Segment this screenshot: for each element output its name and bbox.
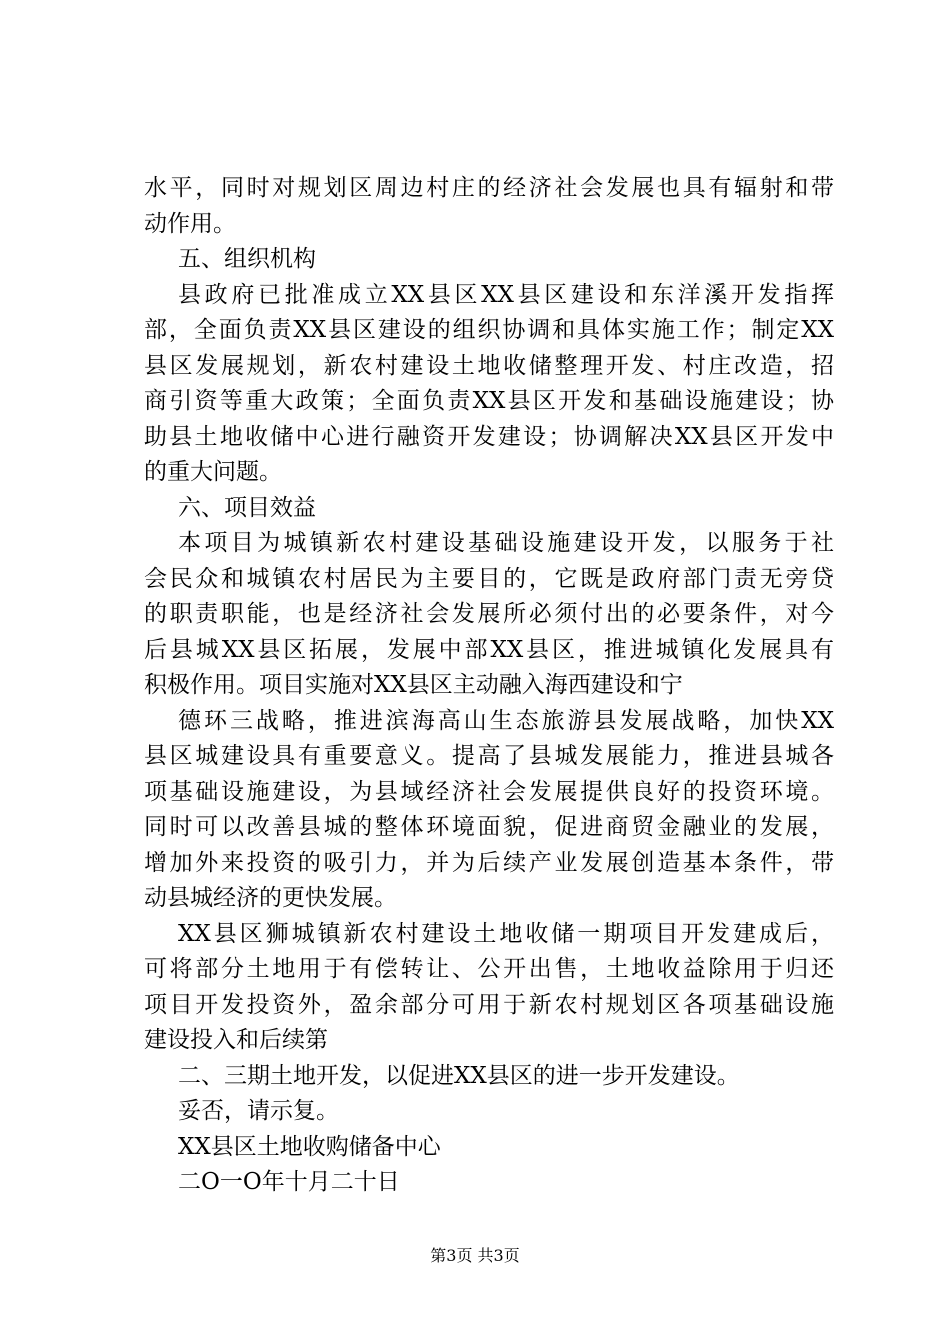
text-line: 六、项目效益 xyxy=(178,494,316,521)
text-line: 动作用。 xyxy=(144,210,236,237)
text-line: 县政府已批准成立XX县区XX县区建设和东洋溪开发指挥 xyxy=(178,281,834,308)
text-line: 项目开发投资外，盈余部分可用于新农村规划区各项基础设施 xyxy=(144,991,834,1018)
text-line: 会民众和城镇农村居民为主要目的，它既是政府部门责无旁贷 xyxy=(144,565,834,592)
text-line: 二、三期土地开发，以促进XX县区的进一步开发建设。 xyxy=(178,1062,740,1089)
text-line: 项基础设施建设，为县域经济社会发展提供良好的投资环境。 xyxy=(144,778,834,805)
text-line: 的重大问题。 xyxy=(144,459,282,485)
text-line: 同时可以改善县城的整体环境面貌，促进商贸金融业的发展， xyxy=(144,814,834,840)
text-line: 动县城经济的更快发展。 xyxy=(144,885,397,911)
text-line: XX县区狮城镇新农村建设土地收储一期项目开发建成后， xyxy=(178,920,834,947)
text-line: 增加外来投资的吸引力，并为后续产业发展创造基本条件，带 xyxy=(144,849,834,876)
text-line: 商引资等重大政策；全面负责XX县区开发和基础设施建设；协 xyxy=(144,388,834,414)
text-line: 妥否，请示复。 xyxy=(178,1098,339,1124)
text-line: 县区发展规划，新农村建设土地收储整理开发、村庄改造，招 xyxy=(144,352,834,379)
text-line: 德环三战略，推进滨海高山生态旅游县发展战略，加快XX xyxy=(178,707,834,734)
text-line: 的职责职能，也是经济社会发展所必须付出的必要条件，对今 xyxy=(144,601,834,627)
text-line: 县区城建设具有重要意义。提高了县城发展能力，推进县城各 xyxy=(144,743,834,769)
text-line: 本项目为城镇新农村建设基础设施建设开发，以服务于社 xyxy=(178,530,834,556)
text-line: 可将部分土地用于有偿转让、公开出售，土地收益除用于归还 xyxy=(144,956,834,982)
text-line: 积极作用。项目实施对XX县区主动融入海西建设和宁 xyxy=(144,672,683,698)
page-number-label: 第3页 共3页 xyxy=(430,1246,520,1265)
text-line: 水平，同时对规划区周边村庄的经济社会发展也具有辐射和带 xyxy=(144,175,834,201)
document-body xyxy=(144,171,834,1201)
text-line: 部，全面负责XX县区建设的组织协调和具体实施工作；制定XX xyxy=(144,317,834,343)
page-footer xyxy=(0,1246,950,1266)
text-line: 二O一O年十月二十日 xyxy=(178,1169,400,1195)
text-line: 助县土地收储中心进行融资开发建设；协调解决XX县区开发中 xyxy=(144,423,834,450)
text-line: 五、组织机构 xyxy=(178,246,316,272)
text-line: 后县城XX县区拓展，发展中部XX县区，推进城镇化发展具有 xyxy=(144,636,834,663)
text-line: XX县区土地收购储备中心 xyxy=(178,1133,441,1160)
text-line: 建设投入和后续第 xyxy=(144,1027,328,1053)
